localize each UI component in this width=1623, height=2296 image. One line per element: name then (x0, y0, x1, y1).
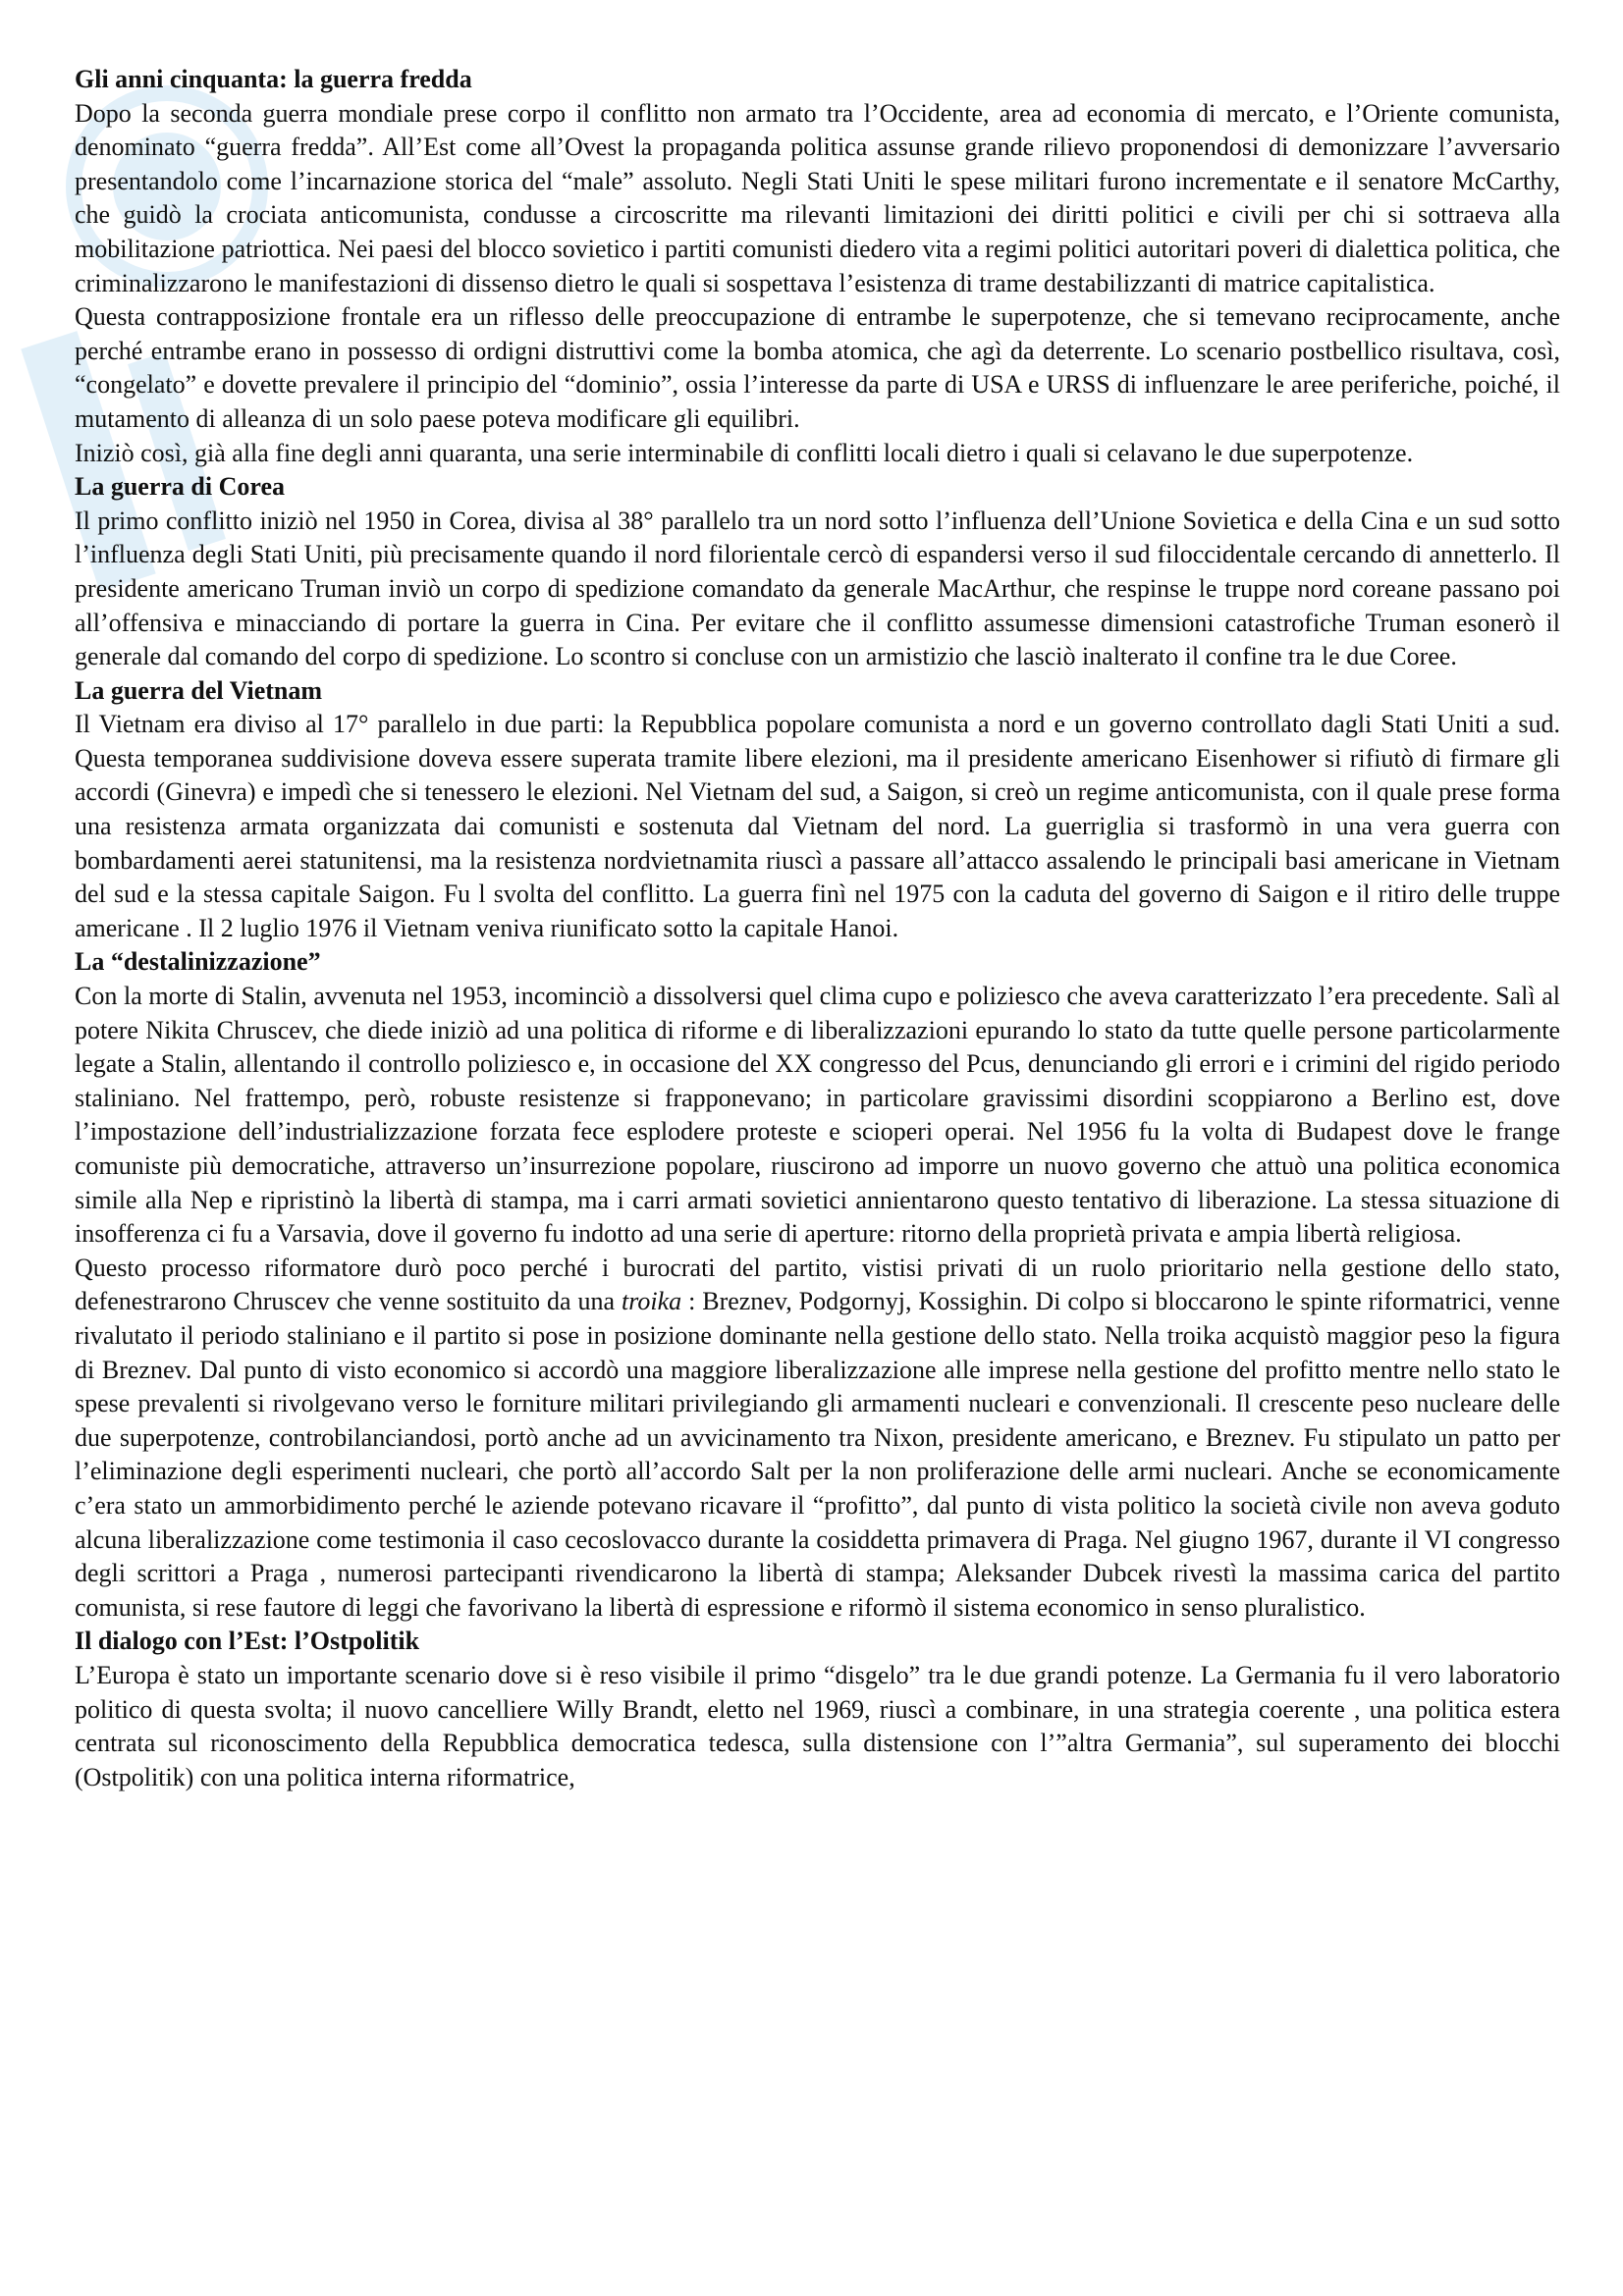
section-destalinizzazione (75, 945, 1560, 1625)
paragraph: Questa contrapposizione frontale era un riflesso delle preoccupazione di entrambe le superpotenze, che si temevano reciprocamente, anche perché entrambe erano in possesso di ordigni distruttivi come la bomba atomica, che agì da deterrente. Lo scenario postbellico risultava, così, “congelato” e dovette prevalere il principio del “dominio”, ossia l’interesse da parte di USA e URSS di influenzare le aree periferiche, poiché, il mutamento di alleanza di un solo paese poteva modificare gli equilibri. (75, 302, 1560, 433)
text-run: : Breznev, Podgornyj, Kossighin. Di colpo si bloccarono le spinte riformatrici, venne rivalutato il periodo staliniano e il partito si pose in posizione dominante nella gestione dello stato. Nella troika acquistò maggior peso la figura di Breznev. Dal punto di visto economico si accordò una maggiore liberalizzazione alle imprese nella gestione del profitto mentre nello stato le spese prevalenti si rivolgevano verso le forniture militari privilegiando gli armamenti nucleari e convenzionali. Il crescente peso nucleare delle due superpotenze, controbilanciandosi, portò anche ad un avvicinamento tra Nixon, presidente americano, e Breznev. Fu stipulato un patto per l’eliminazione degli esperimenti nucleari, che portò all’accordo Salt per la non proliferazione delle armi nucleari. Anche se economicamente c’era stato un ammorbidimento perché le aziende potevano ricavare il “profitto”, dal punto di vista politico la società civile non aveva goduto alcuna liberalizzazione come testimonia il caso cecoslovacco durante la cosiddetta primavera di Praga. Nel giugno 1967, durante il VI congresso degli scrittori a Praga , numerosi partecipanti rivendicarono la libertà di stampa; Aleksander Dubcek rivestì la massima carica del partito comunista, si rese fautore di leggi che favorivano la libertà di espressione e riformò il sistema economico in senso pluralistico. (75, 1287, 1560, 1622)
italic-term: troika (621, 1287, 682, 1316)
paragraph: Iniziò così, già alla fine degli anni quaranta, una serie interminabile di conflitti locali dietro i quali si celavano le due superpotenze. (75, 438, 1414, 467)
document-page (75, 63, 1560, 1794)
section-guerra-vietnam (75, 674, 1560, 946)
section-heading: La “destalinizzazione” (75, 947, 321, 977)
paragraph: Con la morte di Stalin, avvenuta nel 1953, incominciò a dissolversi quel clima cupo e poliziesco che aveva caratterizzato l’era precedente. Salì al potere Nikita Chruscev, che diede iniziò ad una politica di riforme e di liberalizzazioni epurando lo stato da tutte quelle persone particolarmente legate a Stalin, allentando il controllo poliziesco e, in occasione del XX congresso del Pcus, denunciando gli errori e i crimini del rigido periodo staliniano. Nel frattempo, però, robuste resistenze si frapponevano; in particolare gravissimi disordini scoppiarono a Berlino est, dove l’impostazione dell’industrializzazione forzata fece esplodere proteste e scioperi operai. Nel 1956 fu la volta di Budapest dove le frange comuniste più democratiche, attraverso un’insurrezione popolare, riuscirono ad imporre un nuovo governo che attuò una politica economica simile alla Nep e ripristinò la libertà di stampa, ma i carri armati sovietici annientarono questo tentativo di liberazione. La stessa situazione di insofferenza ci fu a Varsavia, dove il governo fu indotto ad una serie di aperture: ritorno della proprietà privata e ampia libertà religiosa. (75, 982, 1560, 1249)
section-heading: La guerra di Corea (75, 472, 285, 502)
paragraph: Il Vietnam era diviso al 17° parallelo in due parti: la Repubblica popolare comunista a nord e un governo controllato dagli Stati Uniti a sud. Questa temporanea suddivisione doveva essere superata tramite libere elezioni, ma il presidente americano Eisenhower si rifiutò di firmare gli accordi (Ginevra) e impedì che si tenessero le elezioni. Nel Vietnam del sud, a Saigon, si creò un regime anticomunista, con il quale prese forma una resistenza armata organizzata dai comunisti e sostenuta dal Vietnam del nord. La guerriglia si trasformò in una vera guerra con bombardamenti aerei statunitensi, ma la resistenza nordvietnamita riuscì a passare all’attacco assalendo le principali basi americane in Vietnam del sud e la stessa capitale Saigon. Fu l svolta del conflitto. La guerra finì nel 1975 con la caduta del governo di Saigon e il ritiro delle truppe americane . Il 2 luglio 1976 il Vietnam veniva riunificato sotto la capitale Hanoi. (75, 710, 1560, 942)
section-guerra-fredda (75, 63, 1560, 470)
paragraph-troika (75, 1252, 1560, 1626)
paragraph: L’Europa è stato un importante scenario dove si è reso visibile il primo “disgelo” tra le due grandi potenze. La Germania fu il vero laboratorio politico di questa svolta; il nuovo cancelliere Willy Brandt, eletto nel 1969, riuscì a combinare, in una strategia coerente , una politica estera centrata sul riconoscimento della Repubblica democratica tedesca, sulla distensione con l’”altra Germania”, sul superamento dei blocchi (Ostpolitik) con una politica interna riformatrice, (75, 1660, 1560, 1791)
section-guerra-corea (75, 470, 1560, 674)
text-run: Questo processo riformatore durò poco perché i burocrati del partito, vistisi privati di un ruolo prioritario nella gestione dello stato, defenestrarono Chruscev che venne sostituito da una (75, 1253, 1560, 1316)
paragraph: Il primo conflitto iniziò nel 1950 in Corea, divisa al 38° parallelo tra un nord sotto l’influenza dell’Unione Sovietica e della Cina e un sud sotto l’influenza degli Stati Uniti, più precisamente quando il nord filorientale cercò di espandersi verso il sud filoccidentale cercando di annetterlo. Il presidente americano Truman inviò un corpo di spedizione comandato da generale MacArthur, che respinse le truppe nord coreane passano poi all’offensiva e minacciando di portare la guerra in Cina. Per evitare che il conflitto assumesse dimensioni catastrofiche Truman esonerò il generale dal comando del corpo di spedizione. Lo scontro si concluse con un armistizio che lasciò inalterato il confine tra le due Coree. (75, 506, 1560, 671)
section-ostpolitik (75, 1625, 1560, 1794)
section-heading: Gli anni cinquanta: la guerra fredda (75, 65, 472, 93)
section-heading: La guerra del Vietnam (75, 675, 323, 705)
paragraph: Dopo la seconda guerra mondiale prese corpo il conflitto non armato tra l’Occidente, area ad economia di mercato, e l’Oriente comunista, denominato “guerra fredda”. All’Est come all’Ovest la propaganda politica assunse grande rilievo proponendosi di demonizzare l’avversario presentandolo come l’incarnazione storica del “male” assoluto. Negli Stati Uniti le spese militari furono incrementate e il senatore McCarthy, che guidò la crociata anticomunista, condusse a circoscritte ma rilevanti limitazioni dei diritti politici e civili per chi si sottraeva alla mobilitazione patriottica. Nei paesi del blocco sovietico i partiti comunisti diedero vita a regimi politici autoritari poveri di dialettica politica, che criminalizzarono le manifestazioni di dissenso dietro le quali si sospettava l’esistenza di trame destabilizzanti di matrice capitalistica. (75, 98, 1560, 297)
section-heading: Il dialogo con l’Est: l’Ostpolitik (75, 1627, 420, 1656)
